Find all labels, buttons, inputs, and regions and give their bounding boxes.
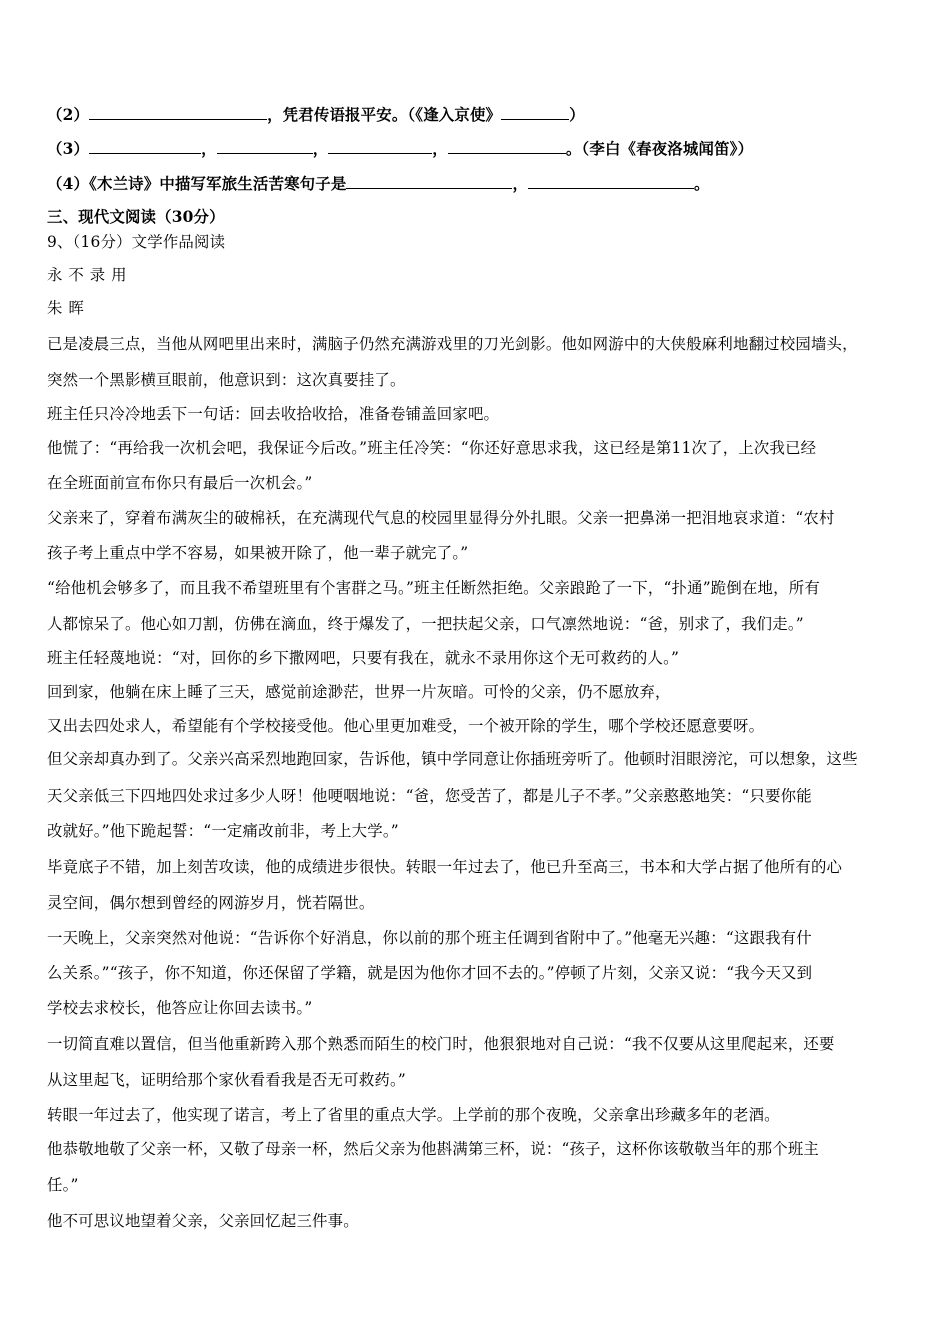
article-line: 班主任只冷冷地丢下一句话：回去收拾收拾，准备卷铺盖回家吧。 xyxy=(47,405,500,423)
q2-end: ） xyxy=(569,106,585,124)
q4-end: 。 xyxy=(694,175,710,193)
article-line: 他恭敬地敬了父亲一杯，又敬了母亲一杯，然后父亲为他斟满第三杯，说：“孩子，这杯你该敬敬当年的那个班主 xyxy=(47,1140,820,1158)
article-line: 孩子考上重点中学不容易，如果被开除了，他一辈子就完了。” xyxy=(47,544,469,562)
article-line: “给他机会够多了，而且我不希望班里有个害群之马。”班主任断然拒绝。父亲踉跄了一下，“扑通”跪倒在地，所有 xyxy=(47,579,820,597)
q4-blank-1[interactable] xyxy=(346,174,512,189)
q3-sep-1: ， xyxy=(201,140,217,158)
article-line: 他不可思议地望着父亲，父亲回忆起三件事。 xyxy=(47,1212,359,1230)
q2-number: （2） xyxy=(47,106,90,124)
article-line: 父亲来了，穿着布满灰尘的破棉袄，在充满现代气息的校园里显得分外扎眼。父亲一把鼻涕一把泪地哀求道：“农村 xyxy=(47,509,835,527)
q3-sep-2: ， xyxy=(312,140,329,158)
article-line: 在全班面前宣布你只有最后一次机会。” xyxy=(47,474,313,492)
article-line: 学校去求校长，他答应让你回去读书。” xyxy=(47,999,313,1017)
article-line: 毕竟底子不错，加上刻苦攻读，他的成绩进步很快。转眼一年过去了，他已升至高三，书本和大学占据了他所有的心 xyxy=(47,858,843,876)
q3-number: （3） xyxy=(47,140,90,158)
article-line: 任。” xyxy=(47,1176,79,1194)
q4-sep: ， xyxy=(512,175,529,193)
article-line: 改就好。”他下跪起誓：“一定痛改前非，考上大学。” xyxy=(47,822,399,840)
q2-text: ，凭君传语报平安。（《逢入京使》 xyxy=(267,106,502,124)
article-line: 转眼一年过去了，他实现了诺言，考上了省里的重点大学。上学前的那个夜晚，父亲拿出珍藏多年的老酒。 xyxy=(47,1106,780,1124)
article-line: 灵空间，偶尔想到曾经的网游岁月，恍若隔世。 xyxy=(47,894,375,912)
q3-sep-3: ， xyxy=(432,140,448,158)
fill-in-q4 xyxy=(47,172,710,194)
article-line: 人都惊呆了。他心如刀割，仿佛在滴血，终于爆发了，一把扶起父亲，口气凛然地说：“爸，别求了，我们走。” xyxy=(47,615,804,633)
article-line: 一天晚上，父亲突然对他说：“告诉你个好消息，你以前的那个班主任调到省附中了。”他毫无兴趣：“这跟我有什 xyxy=(47,929,812,947)
q3-blank-4[interactable] xyxy=(448,139,566,154)
article-author: 朱晖 xyxy=(47,299,90,317)
section-heading: 三、现代文阅读（30分） xyxy=(47,208,225,226)
q3-blank-3[interactable] xyxy=(328,139,432,154)
article-line: 回到家，他躺在床上睡了三天，感觉前途渺茫，世界一片灰暗。可怜的父亲，仍不愿放弃， xyxy=(47,683,671,701)
q4-number: （4） xyxy=(47,175,90,193)
article-line: 又出去四处求人，希望能有个学校接受他。他心里更加难受，一个被开除的学生，哪个学校还愿意要呀。 xyxy=(47,717,765,735)
article-title: 永不录用 xyxy=(47,266,133,284)
fill-in-q3 xyxy=(47,137,753,159)
q3-blank-2[interactable] xyxy=(217,139,313,154)
question-label: 9、（16分）文学作品阅读 xyxy=(47,233,226,251)
fill-in-q2 xyxy=(47,103,585,125)
q2-blank-2[interactable] xyxy=(501,105,569,120)
q2-blank-1[interactable] xyxy=(89,105,267,120)
article-line: 一切简直难以置信，但当他重新跨入那个熟悉而陌生的校门时，他狠狠地对自己说：“我不仅要从这里爬起来，还要 xyxy=(47,1035,835,1053)
q3-blank-1[interactable] xyxy=(89,139,201,154)
q4-text: 《木兰诗》中描写军旅生活苦寒句子是 xyxy=(89,175,347,193)
article-line: 他慌了：“再给我一次机会吧，我保证今后改。”班主任冷笑：“你还好意思求我，这已经是第11次了，上次我已经 xyxy=(47,439,817,457)
article-line: 突然一个黑影横亘眼前，他意识到：这次真要挂了。 xyxy=(47,371,406,389)
q3-text: 。（李白《春夜洛城闻笛》） xyxy=(565,140,754,158)
article-line: 班主任轻蔑地说：“对，回你的乡下撒网吧，只要有我在，就永不录用你这个无可救药的人。” xyxy=(47,649,680,667)
article-line: 已是凌晨三点，当他从网吧里出来时，满脑子仍然充满游戏里的刀光剑影。他如网游中的大侠般麻利地翻过校园墙头， xyxy=(47,335,858,353)
q4-blank-2[interactable] xyxy=(528,174,694,189)
article-line: 从这里起飞，证明给那个家伙看看我是否无可救药。” xyxy=(47,1071,406,1089)
article-line: 但父亲却真办到了。父亲兴高采烈地跑回家，告诉他，镇中学同意让你插班旁听了。他顿时泪眼滂沱，可以想象，这些 xyxy=(47,750,858,768)
article-line: 天父亲低三下四地四处求过多少人呀！他哽咽地说：“爸，您受苦了，都是儿子不孝。”父亲憨憨地笑：“只要你能 xyxy=(47,787,812,805)
article-line: 么关系。”“孩子，你不知道，你还保留了学籍，就是因为他你才回不去的。”停顿了片刻，父亲又说：“我今天又到 xyxy=(47,964,813,982)
